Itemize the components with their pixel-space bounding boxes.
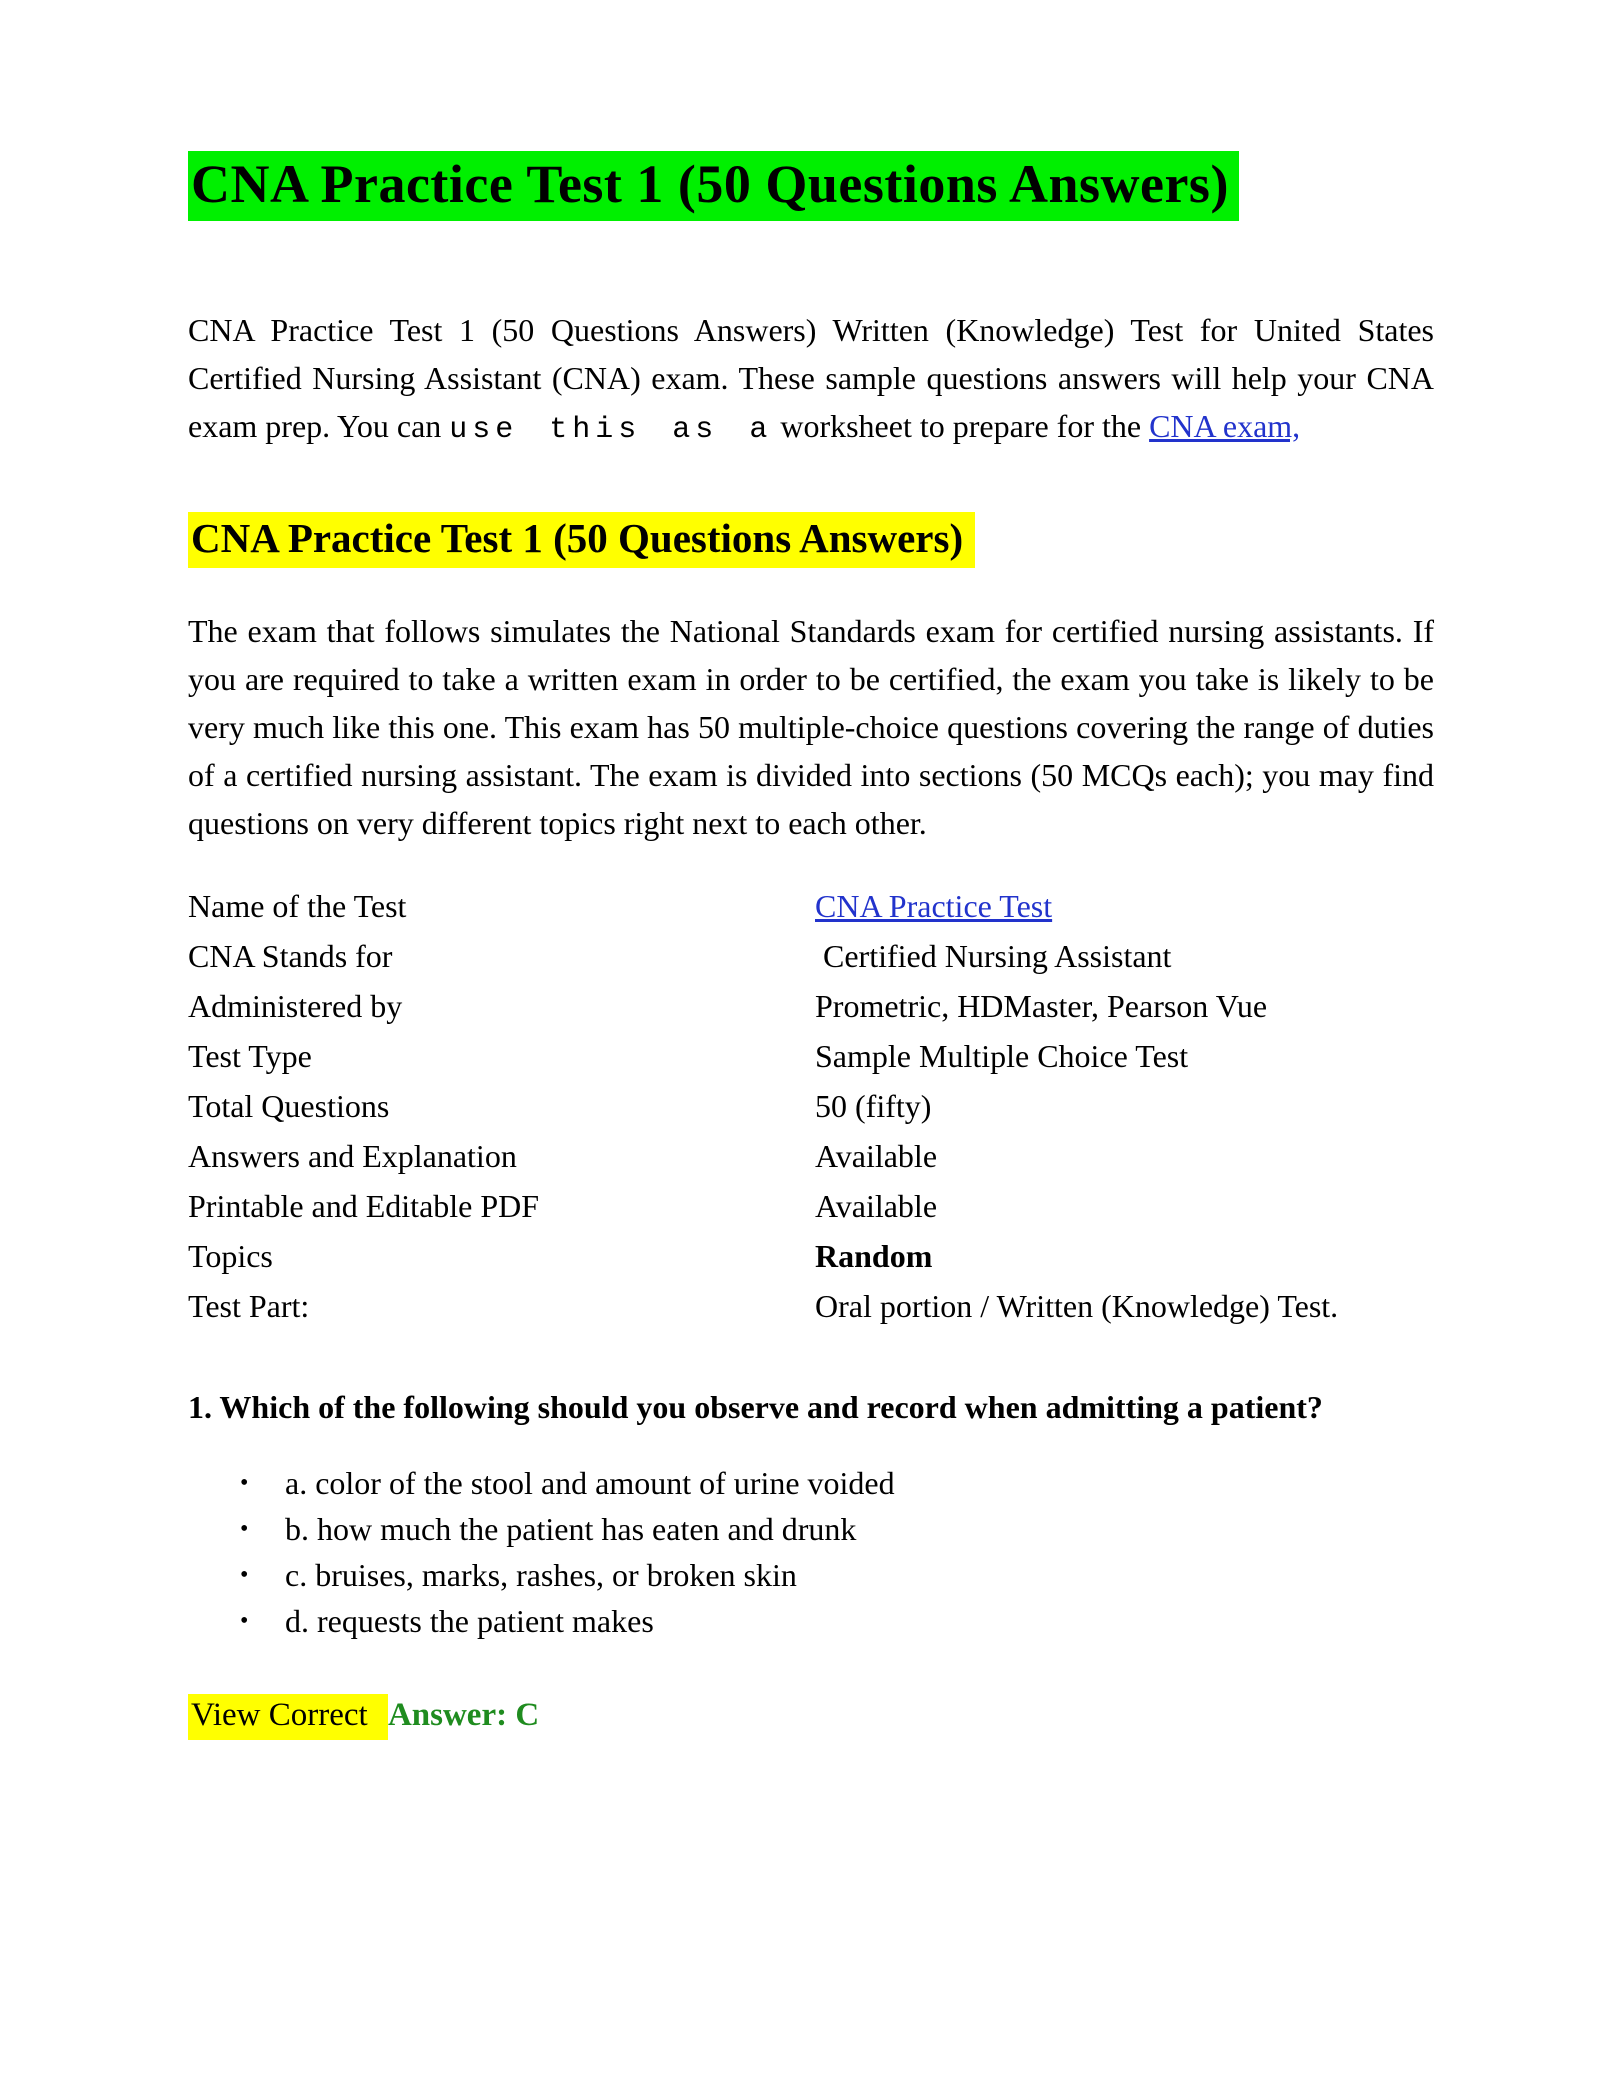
table-row xyxy=(188,931,1434,981)
row-value: 50 (fifty) xyxy=(815,1088,932,1125)
bullet-icon: • xyxy=(240,1516,249,1543)
section-heading xyxy=(188,512,1434,565)
option-text: c. bruises, marks, rashes, or broken skin xyxy=(285,1557,797,1594)
option-item xyxy=(188,1552,1434,1598)
cna-exam-link[interactable]: CNA exam, xyxy=(1149,407,1301,444)
table-row xyxy=(188,881,1434,931)
bullet-icon: • xyxy=(240,1562,249,1589)
page-title xyxy=(188,0,1434,218)
section-heading-highlight: CNA Practice Test 1 (50 Questions Answers) xyxy=(188,512,975,568)
row-label: Administered by xyxy=(188,988,403,1025)
correct-answer-text: Answer: C xyxy=(387,1697,540,1734)
row-label: Topics xyxy=(188,1238,273,1275)
bullet-icon: • xyxy=(240,1470,249,1497)
table-row xyxy=(188,1081,1434,1131)
row-value: Certified Nursing Assistant xyxy=(815,938,1172,975)
option-item xyxy=(188,1598,1434,1644)
option-item xyxy=(188,1506,1434,1552)
row-label: Printable and Editable PDF xyxy=(188,1188,540,1225)
page-title-highlight: CNA Practice Test 1 (50 Questions Answers) xyxy=(188,151,1239,221)
option-item xyxy=(188,1460,1434,1506)
cna-practice-test-link[interactable]: CNA Practice Test xyxy=(815,888,1053,925)
row-value: Available xyxy=(815,1188,938,1225)
table-row xyxy=(188,1131,1434,1181)
answer-line xyxy=(188,1690,1434,1740)
row-label: Answers and Explanation xyxy=(188,1138,517,1175)
option-text: a. color of the stool and amount of urine voided xyxy=(285,1465,895,1502)
intro-mono-text: use this as a xyxy=(449,412,773,447)
row-value: Sample Multiple Choice Test xyxy=(815,1038,1189,1075)
row-label: Test Part: xyxy=(188,1288,310,1325)
description-paragraph: The exam that follows simulates the National Standards exam for certified nursing assistants. If you are required to take a written exam in order to be certified, the exam you take is likely to be very much like this one. This exam has 50 multiple-choice questions covering the range of duties of a certified nursing assistant. The exam is divided into sections (50 MCQs each); you may find questions on very different topics right next to each other. xyxy=(188,613,1434,842)
row-value: Oral portion / Written (Knowledge) Test. xyxy=(815,1288,1339,1325)
table-row xyxy=(188,1281,1434,1331)
intro-paragraph xyxy=(188,306,1434,454)
bullet-icon: • xyxy=(240,1608,249,1635)
table-row xyxy=(188,1181,1434,1231)
intro-text-2: worksheet to prepare for the xyxy=(772,407,1150,444)
row-label: Total Questions xyxy=(188,1088,390,1125)
options-list xyxy=(188,1460,1434,1644)
table-row xyxy=(188,981,1434,1031)
table-row xyxy=(188,1231,1434,1281)
question-text: 1. Which of the following should you observe and record when admitting a patient? xyxy=(188,1389,1323,1426)
view-correct-highlight: View Correct xyxy=(188,1694,388,1740)
intro-text-1: CNA Practice Test 1 (50 Questions Answers) Written (Knowledge) Test for United States Certified Nursing Assistant (CNA) exam. These sample questions answers will help your CNA exam prep. You can xyxy=(188,311,1434,444)
option-text: b. how much the patient has eaten and drunk xyxy=(285,1511,857,1548)
option-text: d. requests the patient makes xyxy=(285,1603,654,1640)
row-value: Random xyxy=(815,1238,933,1275)
test-info-table xyxy=(188,881,1434,1331)
table-row xyxy=(188,1031,1434,1081)
row-label: Name of the Test xyxy=(188,888,407,925)
row-label: Test Type xyxy=(188,1038,312,1075)
row-value: Prometric, HDMaster, Pearson Vue xyxy=(815,988,1268,1025)
row-label: CNA Stands for xyxy=(188,938,393,975)
row-value: Available xyxy=(815,1138,938,1175)
